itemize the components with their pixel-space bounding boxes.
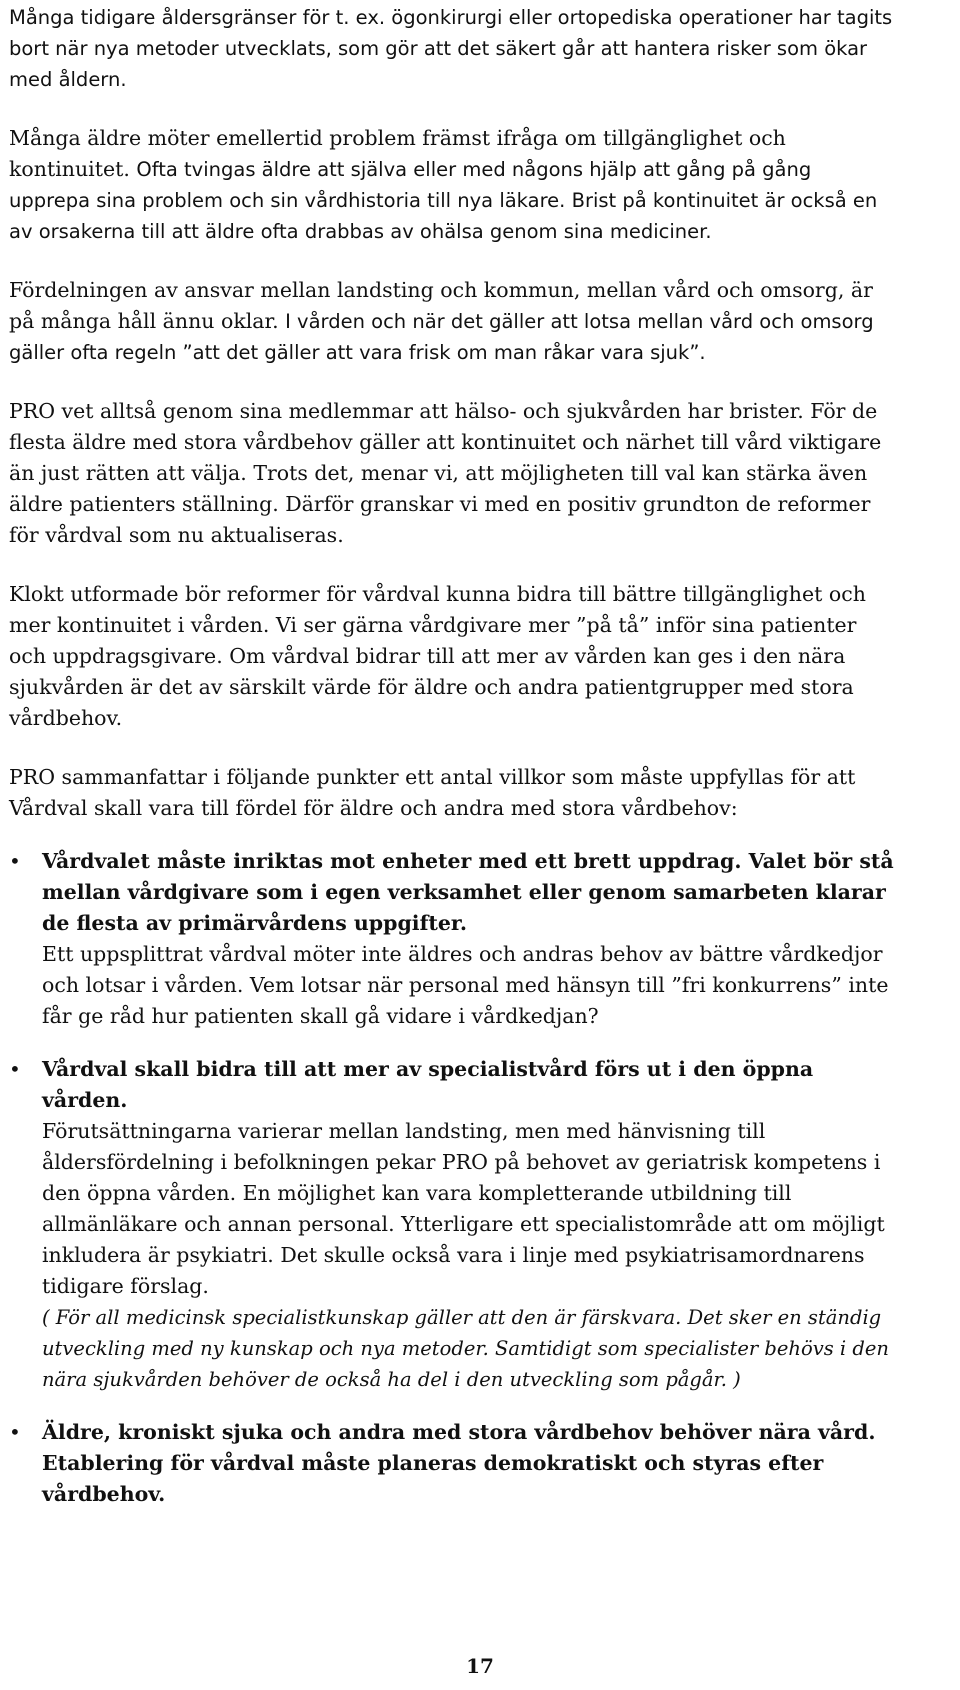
paragraph-text: I vården och när det gäller att lotsa mellan vård och omsorg gäller ofta regeln ”att det gäller att vara frisk om man råkar vara sjuk”. [9, 310, 874, 364]
conditions-list [9, 846, 895, 1510]
paragraph-text: Ofta tvingas äldre att själva eller med någons hjälp att gång på gång upprepa sina problem och sin vårdhistoria till nya läkare. [9, 158, 812, 212]
bullet-heading: Vårdval skall bidra till att mer av specialistvård förs ut i den öppna vården. [42, 1057, 814, 1112]
paragraph-text: PRO sammanfattar i följande punkter ett antal villkor som måste uppfyllas för att Vårdval skall vara till fördel för äldre och andra med stora vårdbehov: [9, 765, 856, 820]
bullet-heading: Äldre, kroniskt sjuka och andra med stora vårdbehov behöver nära vård. Etablering för vårdval måste planeras demokratiskt och styras efter vårdbehov. [42, 1420, 876, 1506]
paragraph-text: Därför granskar vi med en positiv grundton de reformer för vårdval som nu aktualiseras. [9, 492, 871, 547]
paragraph-text: PRO vet alltså genom sina medlemmar att hälso- och sjukvården har brister. [9, 399, 811, 423]
paragraph-pro-members [9, 396, 895, 551]
document-page [9, 2, 895, 1532]
paragraph-text: För de flesta äldre med stora vårdbehov gäller att kontinuitet och närhet till vård viktigare än just rätten att välja. [9, 399, 882, 485]
bullet-text: Ett uppsplittrat vårdval möter inte äldres och andras behov av bättre vårdkedjor och lotsar i vården. Vem lotsar när personal med hänsyn till ”fri konkurrens” inte får ge råd hur patienten skall gå vidare i vårdkedjan? [42, 942, 889, 1028]
bullet-icon: • [9, 849, 21, 873]
page-number: 17 [466, 1654, 494, 1678]
paragraph-text: Många tidigare åldersgränser för t. ex. ögonkirurgi eller ortopediska operationer har tagits bort när nya metoder utvecklats, som gör att det säkert går att hantera risker som ökar med åldern. [9, 6, 893, 91]
paragraph-accessibility [9, 123, 895, 247]
paragraph-summary-intro [9, 762, 895, 824]
bullet-note: ( För all medicinsk specialistkunskap gäller att den är färskvara. Det sker en ständig utveckling med ny kunskap och nya metoder. Samtidigt som specialister behövs i den nära sjukvården behöver de också ha del i den utveckling som pågår. ) [42, 1306, 889, 1391]
bullet-text: Förutsättningarna varierar mellan landsting, men med hänvisning till åldersfördelning i befolkningen pekar PRO på behovet av geriatrisk kompetens i den öppna vården. En möjlighet kan vara kompletterande utbildning till allmänläkare och annan personal. Ytterligare ett specialistområde att om möjligt inkludera är psykiatri. Det skulle också vara i linje med psykiatrisamordnarens tidigare förslag. [42, 1119, 885, 1298]
bullet-icon: • [9, 1420, 21, 1444]
paragraph-text: Många äldre möter emellertid problem främst ifråga om tillgänglighet och kontinuitet. [9, 126, 786, 181]
paragraph-text: Brist på kontinuitet är också en av orsakerna till att äldre ofta drabbas av ohälsa genom sina mediciner. [9, 189, 878, 243]
paragraph-age-limits [9, 2, 895, 95]
paragraph-text: Klokt utformade bör reformer för vårdval kunna bidra till bättre tillgänglighet och mer kontinuitet i vården. [9, 582, 866, 637]
paragraph-text: Trots det, menar vi, att möjligheten till val kan stärka även äldre patienters ställning. [9, 461, 868, 516]
paragraph-reforms [9, 579, 895, 734]
list-item [9, 1054, 895, 1395]
list-item [9, 1417, 895, 1510]
paragraph-text: Fördelningen av ansvar mellan landsting och kommun, mellan vård och omsorg, är på många håll ännu oklar. [9, 278, 873, 333]
list-item [9, 846, 895, 1032]
paragraph-responsibility [9, 275, 895, 368]
bullet-icon: • [9, 1057, 21, 1081]
paragraph-text: Vi ser gärna vårdgivare mer ”på tå” inför sina patienter och uppdragsgivare. [9, 613, 857, 668]
bullet-heading: Vårdvalet måste inriktas mot enheter med ett brett uppdrag. Valet bör stå mellan vårdgivare som i egen verksamhet eller genom samarbeten klarar de flesta av primärvårdens uppgifter. [42, 849, 894, 935]
paragraph-text: Om vårdval bidrar till att mer av vården kan ges i den nära sjukvården är det av särskilt värde för äldre och andra patientgrupper med stora vårdbehov. [9, 644, 854, 730]
